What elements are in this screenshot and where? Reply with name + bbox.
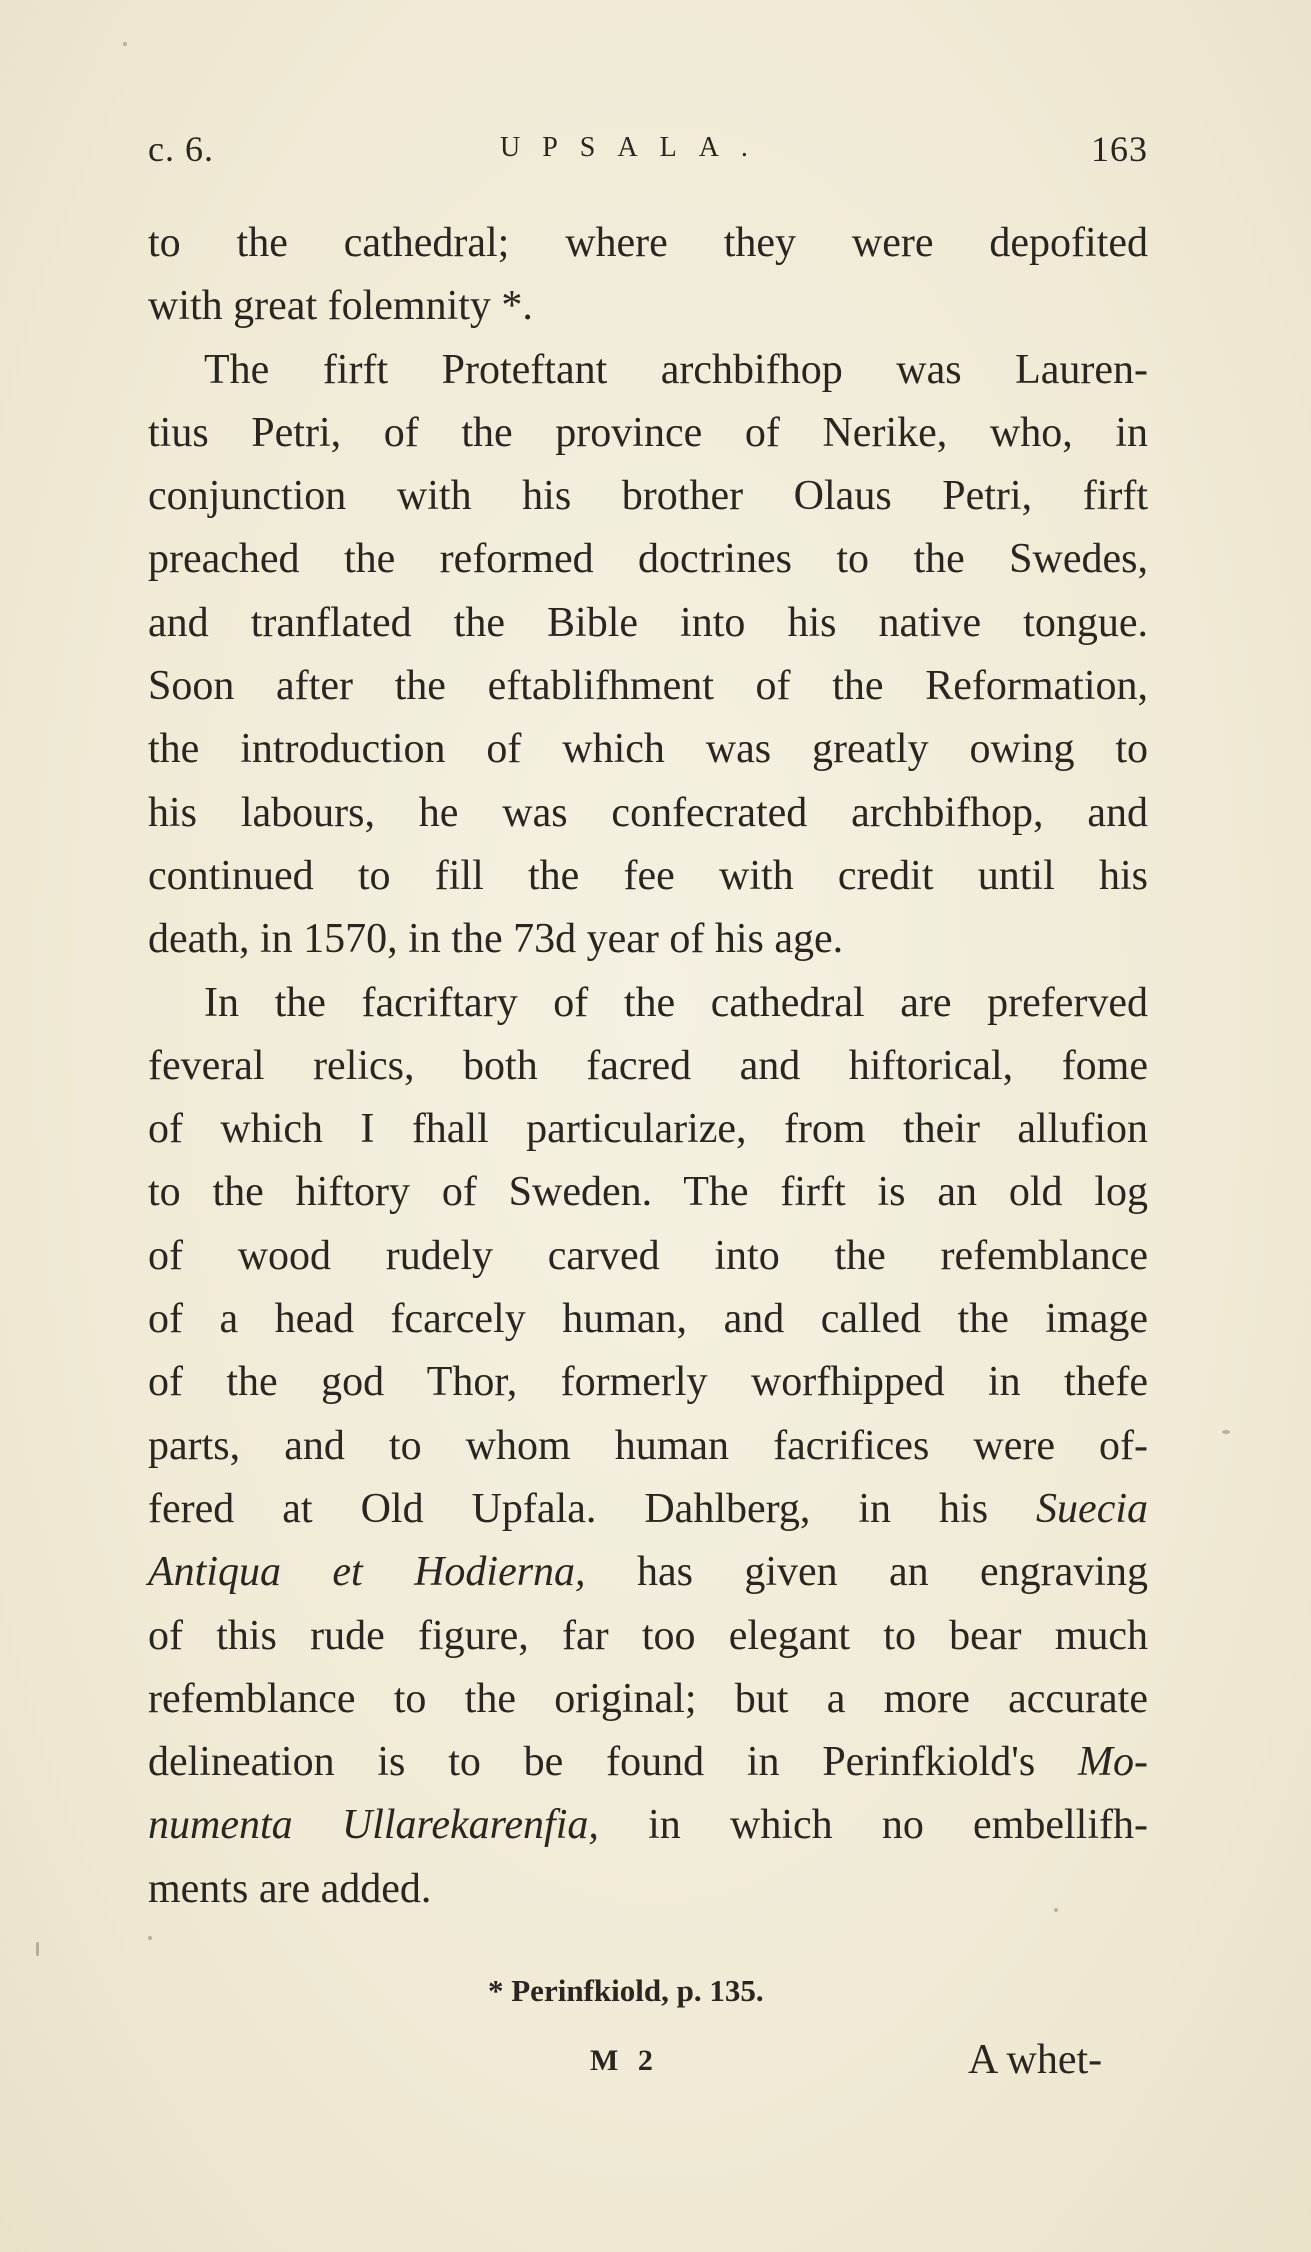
text-line: preached the reformed doctrines to the Swedes, [148, 536, 1148, 583]
text-line: and tranflated the Bible into his native tongue. [148, 599, 1148, 646]
paper-speck [1222, 1430, 1230, 1434]
text-line: to the cathedral; where they were depofited [148, 220, 1148, 266]
text-line: death, in 1570, in the 73d year of his age. [148, 916, 844, 963]
text-line: conjunction with his brother Olaus Petri, firft [148, 473, 1148, 520]
text-line-italic: Suecia [1036, 1485, 1148, 1532]
text-line: the introduction of which was greatly owing to [148, 726, 1148, 773]
text-line [148, 1478, 1148, 1541]
paper-speck [1054, 1908, 1058, 1912]
text-line: refemblance to the original; but a more accurate [148, 1675, 1148, 1722]
body-text [148, 212, 1148, 1921]
text-line [148, 1794, 1148, 1857]
paper-speck [36, 1942, 39, 1956]
text-line-roman: in which no embellifh- [598, 1802, 1148, 1849]
text-line-italic: Antiqua et Hodierna, [148, 1549, 586, 1596]
text-line: feveral relics, both facred and hiftorical, fome [148, 1042, 1148, 1089]
text-line-roman: fered at Old Upfala. Dahlberg, in his [148, 1485, 1037, 1532]
text-line: continued to fill the fee with credit until his [148, 852, 1148, 899]
text-line: of the god Thor, formerly worfhipped in thefe [148, 1359, 1148, 1406]
chapter-reference: c. 6. [148, 129, 214, 169]
text-line: of a head fcarcely human, and called the image [148, 1296, 1148, 1343]
text-line: tius Petri, of the province of Nerike, who, in [148, 409, 1148, 456]
signature-mark: M 2 [590, 2044, 659, 2077]
text-line-italic: numenta Ullarekarenfia, [148, 1802, 599, 1849]
text-line: of which I fhall particularize, from their allufion [148, 1106, 1148, 1153]
text-line: In the facriftary of the cathedral are preferved [204, 979, 1148, 1026]
text-line: to the hiftory of Sweden. The firft is an old log [148, 1169, 1148, 1216]
text-line: with great folemnity *. [148, 283, 533, 330]
text-line: Soon after the eftablifhment of the Reformation, [148, 663, 1148, 710]
text-line: parts, and to whom human facrifices were of- [148, 1422, 1148, 1469]
text-line: The firft Proteftant archbifhop was Lauren- [204, 346, 1148, 393]
text-line-roman: delineation is to be found in Perinfkiold's [148, 1739, 1079, 1786]
text-line: of wood rudely carved into the refemblance [148, 1232, 1148, 1279]
text-line [148, 1731, 1148, 1794]
text-line [148, 1541, 1148, 1604]
catchword: A whet- [968, 2037, 1103, 2083]
footnote: * Perinfkiold, p. 135. [488, 1973, 764, 2008]
text-line: his labours, he was confecrated archbifhop, and [148, 789, 1148, 836]
text-line: of this rude figure, far too elegant to bear much [148, 1612, 1148, 1659]
running-title: UPSALA. [500, 132, 770, 163]
page-number: 163 [1091, 129, 1148, 169]
paper-speck [123, 42, 127, 46]
text-line-italic: Mo- [1078, 1739, 1148, 1786]
text-line-roman: has given an engraving [585, 1549, 1148, 1596]
paper-speck [148, 1936, 152, 1940]
text-line: ments are added. [148, 1865, 432, 1912]
running-header [148, 128, 1148, 178]
